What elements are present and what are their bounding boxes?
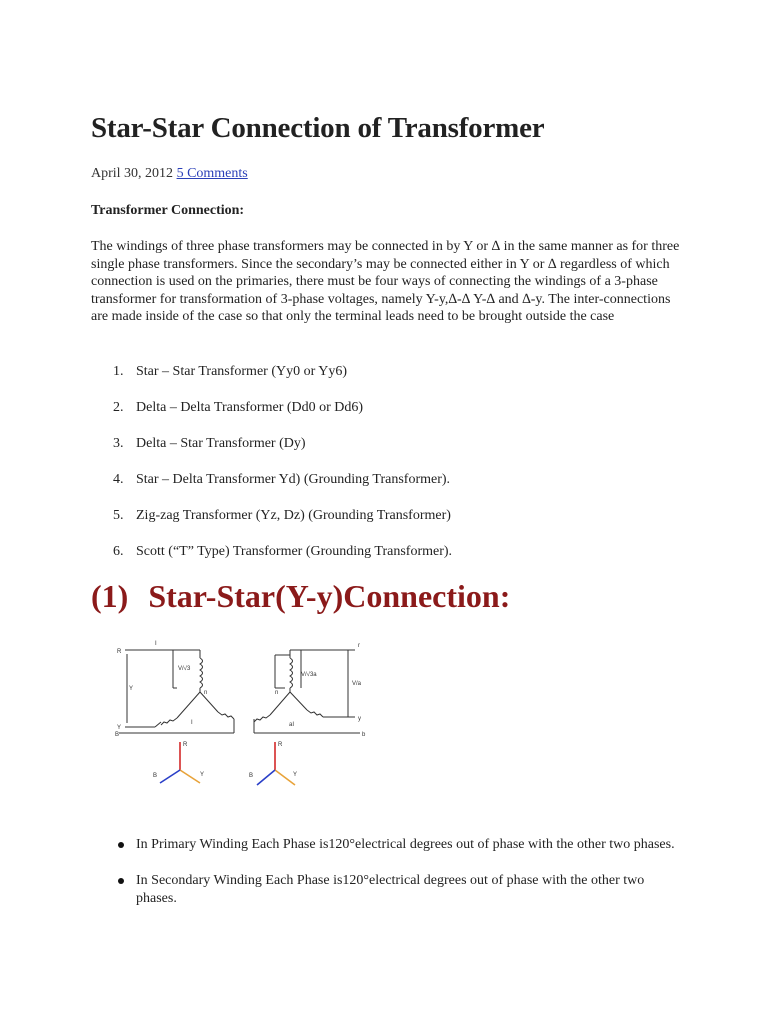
secondary-phasor [257,742,298,785]
list-item [91,544,452,580]
bullet-icon [118,878,124,884]
list-item [91,400,452,436]
bullet-text: In Secondary Winding Each Phase is120°electrical degrees out of phase with the other two phases. [136,873,645,906]
list-number: 4. [113,472,124,487]
section-heading [91,578,510,615]
bullet-list [91,836,676,926]
list-item [91,508,452,544]
list-text: Star – Star Transformer (Yy0 or Yy6) [136,364,348,379]
list-text: Scott (“T” Type) Transformer (Grounding Transformer). [136,544,453,559]
label-Y-voltage: Y [129,686,134,692]
primary-phasor [160,742,200,783]
subheading: Transformer Connection: [91,203,245,218]
list-number: 3. [113,436,124,451]
label-v-root3a: V/√3a [301,672,317,678]
list-number: 5. [113,508,124,523]
phasor-label-R: R [183,742,188,748]
label-b: b [362,732,366,738]
label-y: y [358,716,361,722]
star-star-diagram [115,630,370,790]
list-text: Delta – Star Transformer (Dy) [136,436,306,451]
section-number: (1) [91,578,129,614]
section-title: Star-Star(Y-y)Connection: [148,578,511,614]
phasor-label-y: Y [293,772,298,778]
article-title: Star-Star Connection of Transformer [91,112,545,144]
label-n-secondary: n [275,690,279,696]
label-aI: aI [289,722,295,728]
list-item [91,836,676,854]
label-v-root3: V/√3 [178,666,191,672]
label-B: B [115,732,120,738]
list-text: Delta – Delta Transformer (Dd0 or Dd6) [136,400,364,415]
list-item [91,872,676,908]
list-text: Star – Delta Transformer Yd) (Grounding Transformer). [136,472,451,487]
list-item [91,472,452,508]
intro-paragraph: The windings of three phase transformers may be connected in by Y or ∆ in the same manner as for three single phase transformers. Since the secondary’s may be connected either in Y or ∆ regardless of which connection is used on the primaries, there must be four ways of connecting the windings of a 3-phase transformer for transformation of 3-phase voltages, namely Y-y,∆-∆ Y-∆ and ∆-y. The inter-connections are made inside of the case so that only the terminal leads need to be brought outside the case [91,239,680,324]
phasor-label-B: B [153,773,158,779]
list-item [91,436,452,472]
post-meta [91,166,248,182]
label-v-a: V/a [352,681,362,687]
list-number: 1. [113,364,124,379]
label-r: r [358,643,360,649]
label-n: n [204,690,208,696]
label-R: R [117,649,122,655]
connection-types-list [91,364,452,580]
label-I: I [155,641,157,647]
label-I-bottom: I [191,720,193,726]
post-date: April 30, 2012 [91,166,174,181]
list-number: 6. [113,544,124,559]
primary-winding [119,650,234,733]
list-text: Zig-zag Transformer (Yz, Dz) (Grounding Transformer) [136,508,451,523]
bullet-text: In Primary Winding Each Phase is120°electrical degrees out of phase with the other two phases. [136,837,675,852]
secondary-winding [254,650,360,733]
phasor-label-r: R [278,742,283,748]
list-number: 2. [113,400,124,415]
list-item [91,364,452,400]
phasor-label-Y: Y [200,772,205,778]
comments-link[interactable]: 5 Comments [176,166,248,181]
bullet-icon [118,842,124,848]
phasor-label-b: B [249,773,254,779]
label-Y: Y [117,725,122,731]
